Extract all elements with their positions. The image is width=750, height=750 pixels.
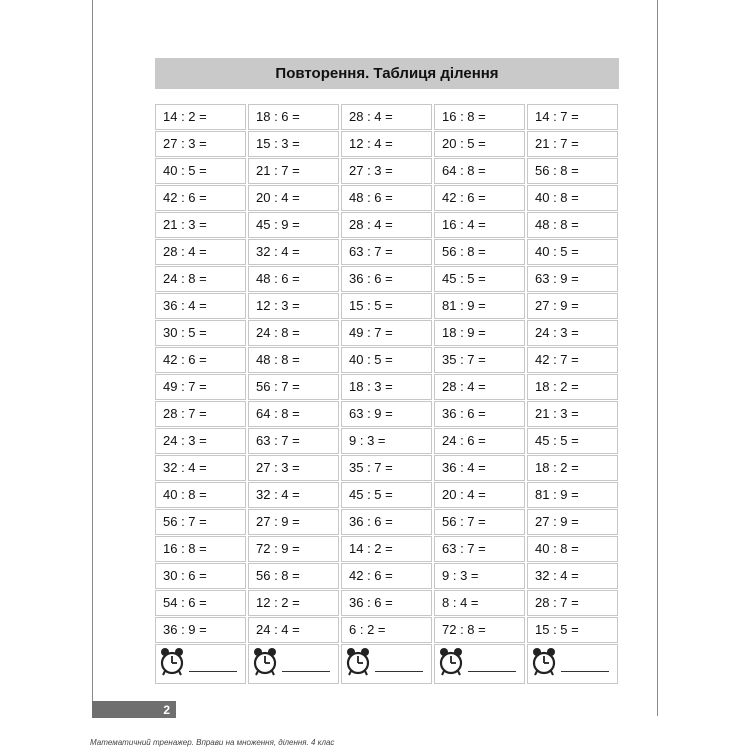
exercise-cell: 14 : 2 = — [155, 104, 246, 130]
exercise-cell: 64 : 8 = — [434, 158, 525, 184]
exercise-cell: 48 : 6 = — [248, 266, 339, 292]
exercise-cell: 21 : 3 = — [155, 212, 246, 238]
exercise-cell: 36 : 6 = — [341, 266, 432, 292]
exercise-cell: 18 : 6 = — [248, 104, 339, 130]
exercise-cell: 8 : 4 = — [434, 590, 525, 616]
exercise-cell: 72 : 9 = — [248, 536, 339, 562]
timer-cell — [434, 644, 525, 684]
timer-cell — [155, 644, 246, 684]
exercise-cell: 81 : 9 = — [527, 482, 618, 508]
exercise-cell: 81 : 9 = — [434, 293, 525, 319]
exercise-cell: 42 : 6 = — [155, 347, 246, 373]
answer-line — [375, 671, 423, 672]
exercise-cell: 18 : 3 = — [341, 374, 432, 400]
exercise-cell: 20 : 4 = — [248, 185, 339, 211]
answer-line — [561, 671, 609, 672]
page-title: Повторення. Таблиця ділення — [155, 58, 619, 89]
exercise-cell: 18 : 2 = — [527, 455, 618, 481]
exercise-cell: 48 : 8 = — [248, 347, 339, 373]
exercise-cell: 54 : 6 = — [155, 590, 246, 616]
exercise-cell: 63 : 9 = — [341, 401, 432, 427]
exercise-cell: 16 : 8 = — [155, 536, 246, 562]
exercise-cell: 27 : 3 = — [248, 455, 339, 481]
exercise-cell: 42 : 6 = — [341, 563, 432, 589]
exercise-cell: 49 : 7 = — [341, 320, 432, 346]
timer-cell — [248, 644, 339, 684]
exercise-cell: 15 : 3 = — [248, 131, 339, 157]
answer-line — [468, 671, 516, 672]
exercise-cell: 32 : 4 = — [155, 455, 246, 481]
exercise-cell: 24 : 8 = — [155, 266, 246, 292]
exercise-cell: 28 : 7 = — [527, 590, 618, 616]
exercise-cell: 24 : 8 = — [248, 320, 339, 346]
exercise-cell: 45 : 5 = — [527, 428, 618, 454]
timer-cell — [341, 644, 432, 684]
exercise-cell: 28 : 4 = — [341, 212, 432, 238]
exercise-cell: 36 : 6 = — [341, 590, 432, 616]
exercise-column-5 — [526, 103, 619, 684]
exercise-cell: 12 : 2 = — [248, 590, 339, 616]
exercise-cell: 45 : 9 = — [248, 212, 339, 238]
exercise-cell: 63 : 7 = — [341, 239, 432, 265]
exercise-cell: 56 : 7 = — [248, 374, 339, 400]
exercise-grid — [154, 103, 619, 684]
exercise-cell: 40 : 5 = — [527, 239, 618, 265]
exercise-cell: 27 : 3 = — [155, 131, 246, 157]
exercise-cell: 36 : 6 = — [434, 401, 525, 427]
exercise-cell: 42 : 6 = — [155, 185, 246, 211]
exercise-cell: 27 : 9 = — [527, 509, 618, 535]
exercise-cell: 24 : 6 = — [434, 428, 525, 454]
exercise-cell: 24 : 3 = — [527, 320, 618, 346]
exercise-cell: 32 : 4 = — [248, 239, 339, 265]
exercise-cell: 35 : 7 = — [341, 455, 432, 481]
exercise-cell: 56 : 8 = — [248, 563, 339, 589]
exercise-cell: 32 : 4 = — [248, 482, 339, 508]
answer-line — [189, 671, 237, 672]
exercise-cell: 27 : 9 = — [527, 293, 618, 319]
exercise-cell: 9 : 3 = — [341, 428, 432, 454]
exercise-cell: 40 : 8 = — [527, 185, 618, 211]
exercise-cell: 28 : 4 = — [155, 239, 246, 265]
exercise-cell: 42 : 7 = — [527, 347, 618, 373]
exercise-cell: 14 : 2 = — [341, 536, 432, 562]
exercise-cell: 56 : 7 = — [434, 509, 525, 535]
exercise-cell: 6 : 2 = — [341, 617, 432, 643]
exercise-cell: 45 : 5 = — [434, 266, 525, 292]
exercise-cell: 15 : 5 = — [341, 293, 432, 319]
exercise-cell: 48 : 6 = — [341, 185, 432, 211]
exercise-cell: 28 : 7 = — [155, 401, 246, 427]
exercise-cell: 40 : 5 = — [155, 158, 246, 184]
exercise-cell: 21 : 7 = — [527, 131, 618, 157]
exercise-column-4 — [433, 103, 526, 684]
exercise-cell: 40 : 5 = — [341, 347, 432, 373]
exercise-cell: 63 : 9 = — [527, 266, 618, 292]
exercise-cell: 15 : 5 = — [527, 617, 618, 643]
exercise-cell: 14 : 7 = — [527, 104, 618, 130]
exercise-cell: 36 : 4 = — [434, 455, 525, 481]
exercise-cell: 63 : 7 = — [434, 536, 525, 562]
exercise-cell: 63 : 7 = — [248, 428, 339, 454]
exercise-cell: 12 : 4 = — [341, 131, 432, 157]
exercise-column-3 — [340, 103, 433, 684]
exercise-cell: 30 : 6 = — [155, 563, 246, 589]
exercise-cell: 16 : 4 = — [434, 212, 525, 238]
alarm-clock-icon — [531, 646, 557, 681]
exercise-cell: 24 : 4 = — [248, 617, 339, 643]
exercise-cell: 72 : 8 = — [434, 617, 525, 643]
exercise-cell: 16 : 8 = — [434, 104, 525, 130]
exercise-cell: 30 : 5 = — [155, 320, 246, 346]
exercise-cell: 56 : 8 = — [527, 158, 618, 184]
page-number: 2 — [92, 701, 176, 718]
alarm-clock-icon — [345, 646, 371, 681]
exercise-cell: 36 : 9 = — [155, 617, 246, 643]
exercise-cell: 28 : 4 = — [434, 374, 525, 400]
exercise-cell: 45 : 5 = — [341, 482, 432, 508]
exercise-cell: 56 : 8 = — [434, 239, 525, 265]
exercise-cell: 24 : 3 = — [155, 428, 246, 454]
exercise-column-2 — [247, 103, 340, 684]
footer-text: Математичний тренажер. Вправи на множення, ділення. 4 клас — [90, 738, 335, 747]
exercise-cell: 56 : 7 = — [155, 509, 246, 535]
exercise-cell: 21 : 7 = — [248, 158, 339, 184]
exercise-column-1 — [154, 103, 247, 684]
exercise-cell: 18 : 9 = — [434, 320, 525, 346]
exercise-cell: 49 : 7 = — [155, 374, 246, 400]
exercise-cell: 64 : 8 = — [248, 401, 339, 427]
exercise-cell: 20 : 5 = — [434, 131, 525, 157]
exercise-cell: 21 : 3 = — [527, 401, 618, 427]
exercise-cell: 32 : 4 = — [527, 563, 618, 589]
exercise-cell: 40 : 8 = — [155, 482, 246, 508]
alarm-clock-icon — [252, 646, 278, 681]
exercise-cell: 48 : 8 = — [527, 212, 618, 238]
exercise-cell: 27 : 3 = — [341, 158, 432, 184]
exercise-cell: 27 : 9 = — [248, 509, 339, 535]
answer-line — [282, 671, 330, 672]
exercise-cell: 12 : 3 = — [248, 293, 339, 319]
exercise-cell: 35 : 7 = — [434, 347, 525, 373]
exercise-cell: 18 : 2 = — [527, 374, 618, 400]
timer-cell — [527, 644, 618, 684]
exercise-cell: 36 : 4 = — [155, 293, 246, 319]
exercise-cell: 36 : 6 = — [341, 509, 432, 535]
alarm-clock-icon — [438, 646, 464, 681]
exercise-cell: 20 : 4 = — [434, 482, 525, 508]
alarm-clock-icon — [159, 646, 185, 681]
exercise-cell: 40 : 8 = — [527, 536, 618, 562]
exercise-cell: 28 : 4 = — [341, 104, 432, 130]
exercise-cell: 9 : 3 = — [434, 563, 525, 589]
exercise-cell: 42 : 6 = — [434, 185, 525, 211]
